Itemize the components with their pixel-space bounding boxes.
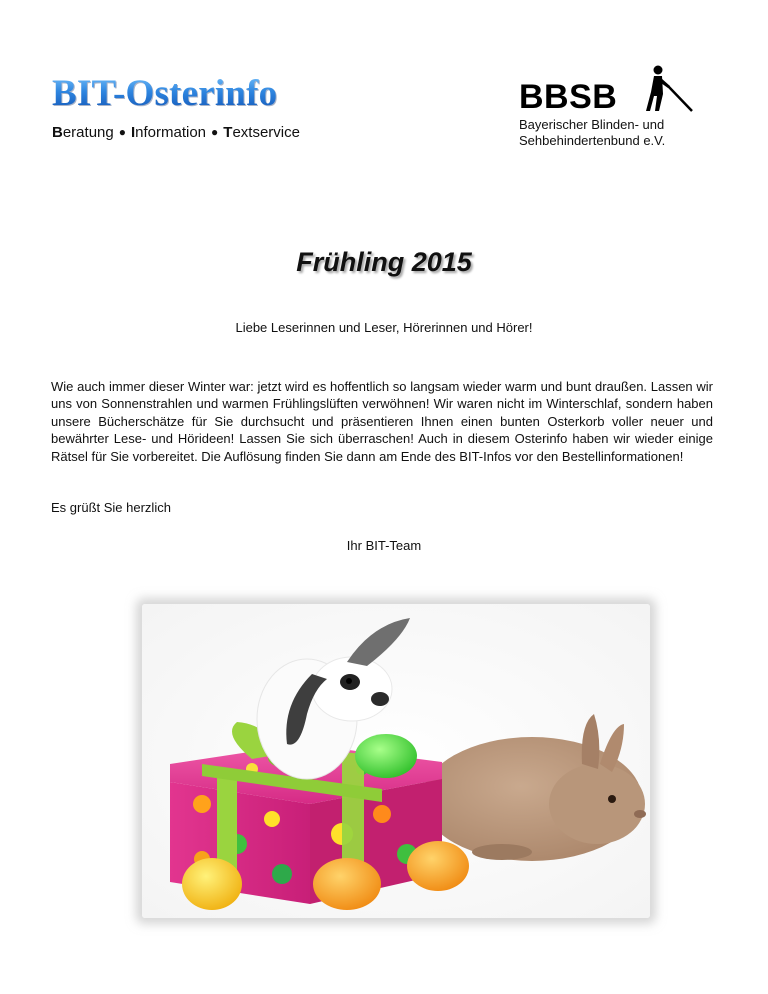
subtitle-item-beratung: Beratung (52, 124, 114, 141)
yellow-egg (182, 858, 242, 910)
subtitle-item-information: Information (130, 124, 207, 141)
signature: Ihr BIT-Team (346, 538, 422, 553)
easter-photo (142, 604, 650, 918)
subtitle (52, 124, 300, 141)
org-name-line: Sehbehindertenbund e.V. (519, 133, 666, 148)
easter-bunnies-illustration (142, 604, 650, 918)
org-name-line: Bayerischer Blinden- und (519, 117, 665, 132)
intro-paragraph: Wie auch immer dieser Winter war: jetzt wird es hoffentlich so langsam wieder warm und bunt draußen. Lassen wir uns von Sonnenstrahlen und warmen Frühlingslüften verwöhnen! Wir waren nicht im Winterschlaf, sondern haben unsere Bücherschätze für Sie durchsucht und präsentieren Ihnen einen bunten Osterkorb voller neuer und bewährter Lese- und Hörideen! Lassen Sie sich überraschen! Auch in diesem Osterinfo haben wir wieder einige Rätsel für Sie vorbereitet. Die Auflösung finden Sie dann am Ende des BIT-Infos vor den Bestellinformationen! (51, 379, 713, 464)
bullet-separator: ● (211, 125, 219, 139)
closing-line: Es grüßt Sie herzlich (51, 500, 171, 515)
green-egg (355, 734, 417, 778)
bullet-separator: ● (118, 125, 126, 139)
greeting-line: Liebe Leserinnen und Leser, Hörerinnen und Hörer! (235, 320, 533, 335)
document-title: BIT-Osterinfo (52, 73, 278, 114)
orange-egg (407, 841, 469, 891)
page-heading: Frühling 2015 (296, 247, 472, 277)
subtitle-item-textservice: Textservice (223, 124, 300, 141)
blind-person-with-cane-icon (640, 64, 696, 114)
organization-name (519, 117, 665, 149)
logo-abbreviation: BBSB (519, 78, 618, 116)
orange-egg (313, 858, 381, 910)
